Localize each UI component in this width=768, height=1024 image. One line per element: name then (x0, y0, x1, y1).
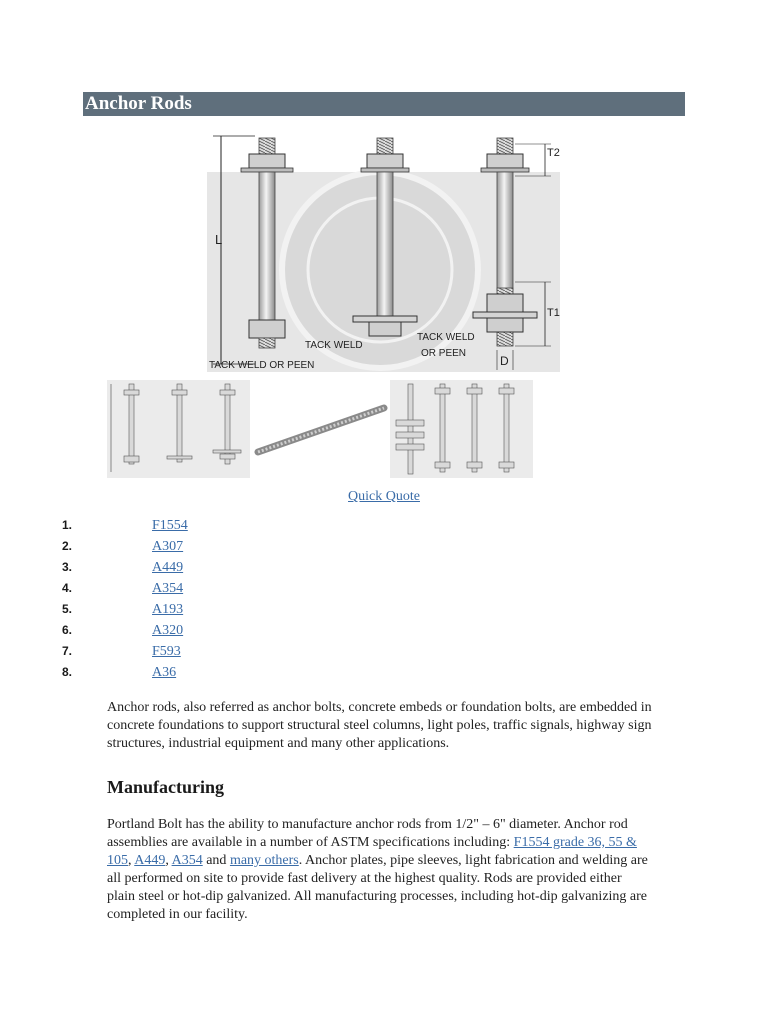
intro-paragraph: Anchor rods, also referred as anchor bolts, concrete embeds or foundation bolts, are embedded in concrete foundations to support structural steel columns, light poles, traffic signals, highway sign structures, industrial equipment and many other applications. (107, 700, 652, 751)
quick-quote-container (0, 489, 768, 505)
spec-link-a307[interactable]: A307 (152, 539, 184, 554)
dim-label-L: L (215, 232, 223, 247)
spec-link-a320[interactable]: A320 (152, 623, 184, 638)
spec-link-f593[interactable]: F593 (152, 644, 181, 659)
dim-label-T1: T1 (547, 307, 560, 319)
spec-link-f1554[interactable]: F1554 (152, 518, 188, 533)
section-heading-manufacturing: Manufacturing (107, 777, 224, 797)
manufacturing-text-2: . Anchor plates, pipe sleeves, light fabrication and welding are all performed on site to provide fast delivery at the highest quality. Rods are provided either plain steel or hot-dip galvanized. All manufacturing processes, including hot-dip galvanizing are completed in our facility. (107, 853, 648, 922)
list-number: 6. (62, 623, 73, 637)
manufacturing-paragraph (107, 816, 652, 924)
list-item (62, 620, 362, 641)
quick-quote-link[interactable]: Quick Quote (348, 489, 420, 504)
link-many-others[interactable]: many others (229, 853, 299, 868)
spec-list (62, 515, 362, 683)
list-number: 1. (62, 518, 73, 532)
page-title-bar (83, 92, 685, 116)
separator: , (165, 853, 172, 868)
spec-link-a193[interactable]: A193 (152, 602, 184, 617)
thumbnail-rod-assemblies[interactable] (390, 380, 533, 478)
list-number: 8. (62, 665, 73, 679)
manufacturing-text-1: Portland Bolt has the ability to manufacture anchor rods from 1/2" – 6" diameter. Anchor rod assemblies are available in a number of ASTM specifications including: (107, 817, 628, 850)
list-item (62, 662, 362, 683)
list-item (62, 557, 362, 578)
list-number: 3. (62, 560, 73, 574)
link-f1554-grades[interactable]: F1554 grade 36, 55 & 105 (107, 835, 637, 868)
list-item (62, 641, 362, 662)
dim-label-T2: T2 (547, 147, 560, 159)
list-item (62, 536, 362, 557)
list-number: 2. (62, 539, 73, 553)
spec-link-a36[interactable]: A36 (152, 665, 177, 680)
separator: , (128, 853, 135, 868)
dim-label-D: D (500, 354, 509, 368)
callout-tack-weld: TACK WELD (305, 340, 363, 351)
link-a449[interactable]: A449 (134, 853, 166, 868)
list-number: 4. (62, 581, 73, 595)
list-number: 5. (62, 602, 73, 616)
link-a354[interactable]: A354 (171, 853, 203, 868)
callout-tack-weld-right-2: OR PEEN (421, 348, 467, 359)
list-item (62, 599, 362, 620)
callout-tack-weld-or-peen-left: TACK WELD OR PEEN (209, 360, 315, 371)
separator: and (202, 853, 230, 868)
list-item (62, 578, 362, 599)
spec-link-a354[interactable]: A354 (152, 581, 184, 596)
page-title: Anchor Rods (85, 93, 192, 114)
spec-link-a449[interactable]: A449 (152, 560, 184, 575)
anchor-rod-diagram (205, 132, 562, 375)
thumbnail-threaded-rod[interactable] (250, 380, 390, 478)
list-number: 7. (62, 644, 73, 658)
list-item (62, 515, 362, 536)
callout-tack-weld-right-1: TACK WELD (417, 332, 475, 343)
thumbnail-diagram[interactable] (107, 380, 250, 478)
